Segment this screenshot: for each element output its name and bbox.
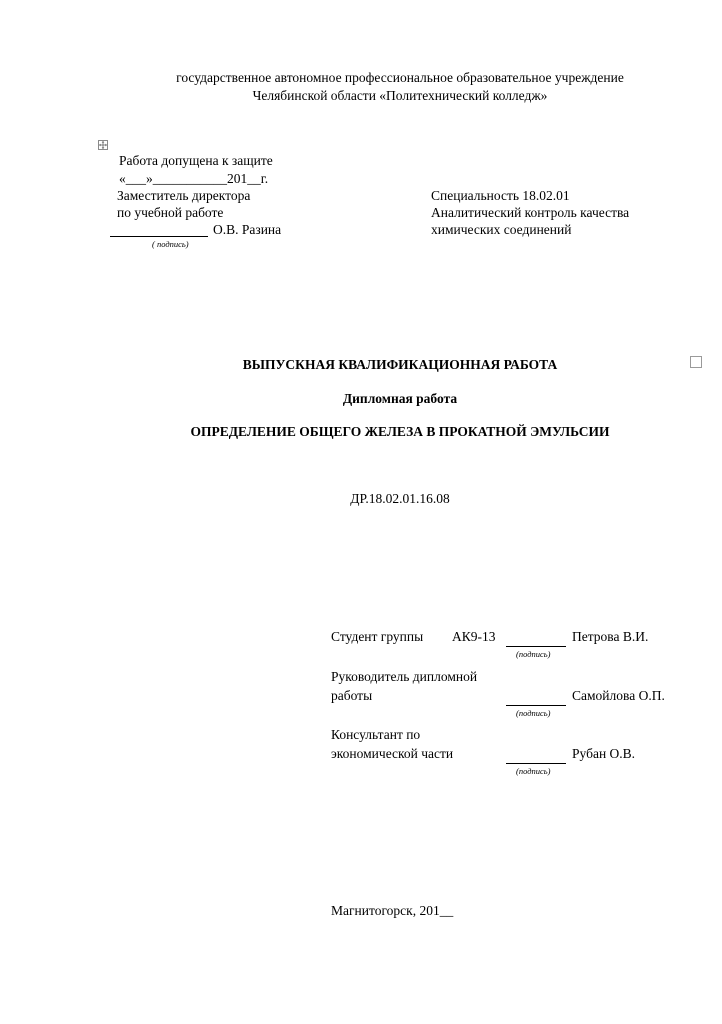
specialty-name-line2: химических соединений (431, 222, 572, 237)
supervisor-signature-caption: (подпись) (516, 708, 551, 718)
work-kind: Дипломная работа (342, 391, 458, 406)
consultant-label-line1: Консультант по (331, 727, 421, 742)
supervisor-signature-line (506, 705, 566, 706)
approver-signature-line (110, 236, 208, 237)
student-group: АК9-13 (452, 629, 496, 644)
approver-signature-caption: ( подпись) (152, 239, 189, 249)
student-signature-line (506, 646, 566, 647)
specialty-code: Специальность 18.02.01 (431, 188, 570, 203)
institution-name-line1: государственное автономное профессиональное образовательное учреждение (176, 70, 624, 85)
admitted-to-defense: Работа допущена к защите (119, 153, 273, 168)
approval-date-line: «___»___________201__г. (119, 171, 269, 186)
document-code: ДР.18.02.01.16.08 (350, 491, 450, 506)
consultant-signature-caption: (подпись) (516, 766, 551, 776)
work-topic: ОПРЕДЕЛЕНИЕ ОБЩЕГО ЖЕЛЕЗА В ПРОКАТНОЙ ЭМУЛЬСИИ (190, 424, 610, 439)
consultant-signature-line (506, 763, 566, 764)
approver-name: О.В. Разина (213, 222, 282, 237)
supervisor-label-line2: работы (331, 688, 373, 703)
supervisor-label-line1: Руководитель дипломной (331, 669, 478, 684)
institution-name-line2: Челябинской области «Политехнический колледж» (252, 88, 548, 103)
student-name: Петрова В.И. (572, 629, 649, 644)
supervisor-name: Самойлова О.П. (572, 688, 665, 703)
specialty-name-line1: Аналитический контроль качества (431, 205, 630, 220)
document-type-title: ВЫПУСКНАЯ КВАЛИФИКАЦИОННАЯ РАБОТА (242, 357, 558, 372)
approver-position-line2: по учебной работе (117, 205, 224, 220)
consultant-label-line2: экономической части (331, 746, 454, 761)
student-label: Студент группы (331, 629, 424, 644)
approver-position-line1: Заместитель директора (117, 188, 251, 203)
consultant-name: Рубан О.В. (572, 746, 636, 761)
student-signature-caption: (подпись) (516, 649, 551, 659)
move-handle-icon[interactable] (98, 140, 108, 150)
place-and-year: Магнитогорск, 201__ (331, 903, 454, 918)
